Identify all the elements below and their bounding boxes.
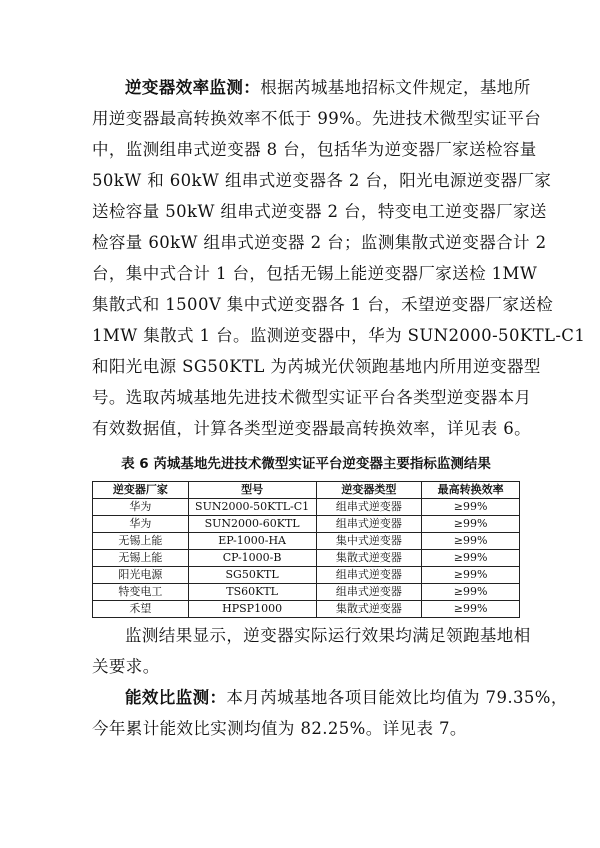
table-cell: 集散式逆变器 (316, 601, 422, 618)
text-line (92, 72, 531, 103)
table-cell: ≥99% (422, 499, 520, 516)
column-header: 逆变器类型 (316, 482, 422, 499)
table-cell: ≥99% (422, 601, 520, 618)
table-header-row (93, 482, 520, 499)
section-heading: 逆变器效率监测： (125, 78, 261, 97)
table-cell: ≥99% (422, 567, 520, 584)
section-heading: 能效比监测： (125, 688, 227, 707)
table-cell: 阳光电源 (93, 567, 189, 584)
table-row (93, 533, 520, 550)
column-header: 逆变器厂家 (93, 482, 189, 499)
text-line: 台，集中式合计 1 台，包括无锡上能逆变器厂家送检 1MW (92, 264, 538, 283)
table-cell: ≥99% (422, 516, 520, 533)
table-cell: 华为 (93, 499, 189, 516)
text-line (92, 682, 568, 713)
column-header: 型号 (188, 482, 316, 499)
text-line: 1MW 集散式 1 台。监测逆变器中，华为 SUN2000-50KTL-C1 (92, 326, 586, 345)
text-line: 检容量 60kW 组串式逆变器 2 台；监测集散式逆变器合计 2 (92, 233, 547, 252)
paragraph-monitoring-conclusion (92, 620, 531, 682)
table-cell: ≥99% (422, 533, 520, 550)
text-line: 50kW 和 60kW 组串式逆变器各 2 台，阳光电源逆变器厂家 (92, 171, 552, 190)
text-line: 和阳光电源 SG50KTL 为芮城光伏领跑基地内所用逆变器型 (92, 357, 541, 376)
column-header: 最高转换效率 (422, 482, 520, 499)
table-cell: SUN2000-60KTL (188, 516, 316, 533)
table-row (93, 499, 520, 516)
text-fragment: 根据芮城基地招标文件规定，基地所 (260, 78, 531, 97)
text-line: 关要求。 (92, 657, 160, 676)
text-line: 送检容量 50kW 组串式逆变器 2 台，特变电工逆变器厂家送 (92, 202, 547, 221)
table-cell: ≥99% (422, 584, 520, 601)
table-cell: EP-1000-HA (188, 533, 316, 550)
text-line: 集散式和 1500V 集中式逆变器各 1 台，禾望逆变器厂家送检 (92, 295, 554, 314)
table-cell: CP-1000-B (188, 550, 316, 567)
text-line: 有效数据值，计算各类型逆变器最高转换效率，详见表 6。 (92, 419, 532, 438)
text-line: 号。选取芮城基地先进技术微型实证平台各类型逆变器本月 (92, 388, 532, 407)
table-caption: 表 6 芮城基地先进技术微型实证平台逆变器主要指标监测结果 (121, 456, 491, 472)
table-row (93, 584, 520, 601)
table-row (93, 516, 520, 533)
table-cell: 无锡上能 (93, 533, 189, 550)
table-row (93, 601, 520, 618)
table-row (93, 550, 520, 567)
table-cell: 华为 (93, 516, 189, 533)
table-cell: 组串式逆变器 (316, 516, 422, 533)
paragraph-energy-ratio (92, 682, 568, 744)
text-line: 监测结果显示，逆变器实际运行效果均满足领跑基地相 (125, 626, 531, 645)
table-cell: ≥99% (422, 550, 520, 567)
text-line: 用逆变器最高转换效率不低于 99%。先进技术微型实证平台 (92, 109, 542, 128)
table-cell: 无锡上能 (93, 550, 189, 567)
inverter-results-table (92, 481, 520, 618)
text-line: 今年累计能效比实测均值为 82.25%。详见表 7。 (92, 719, 467, 738)
table-cell: SUN2000-50KTL-C1 (188, 499, 316, 516)
paragraph-inverter-efficiency (92, 72, 586, 444)
text-fragment: 本月芮城基地各项目能效比均值为 79.35%， (226, 688, 568, 707)
table-cell: 组串式逆变器 (316, 499, 422, 516)
table-cell: 组串式逆变器 (316, 567, 422, 584)
table-row (93, 567, 520, 584)
table-cell: 组串式逆变器 (316, 584, 422, 601)
table-cell: 特变电工 (93, 584, 189, 601)
table-cell: HPSP1000 (188, 601, 316, 618)
table-cell: TS60KTL (188, 584, 316, 601)
table-cell: 集散式逆变器 (316, 550, 422, 567)
table-cell: 禾望 (93, 601, 189, 618)
text-line: 中，监测组串式逆变器 8 台，包括华为逆变器厂家送检容量 (92, 140, 537, 159)
table-cell: SG50KTL (188, 567, 316, 584)
table-cell: 集中式逆变器 (316, 533, 422, 550)
